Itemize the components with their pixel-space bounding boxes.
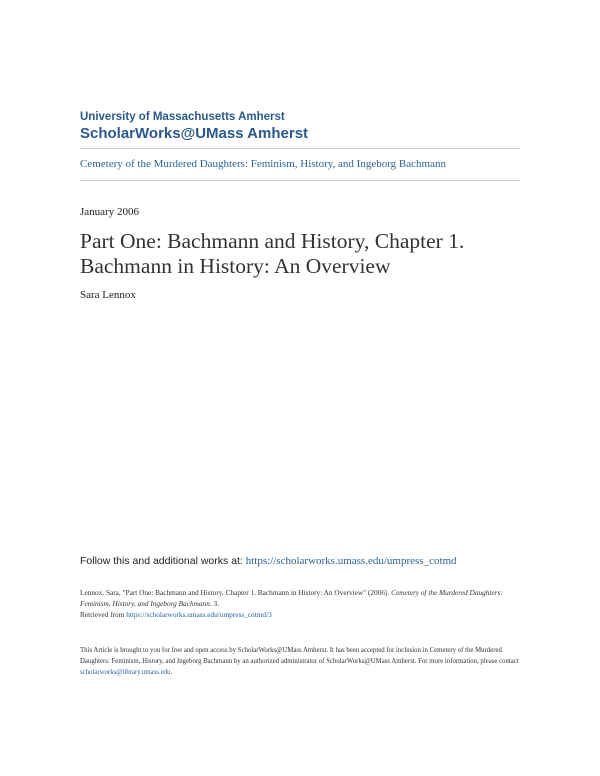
- university-name: University of Massachusetts Amherst: [80, 111, 285, 123]
- citation-block: [80, 587, 520, 620]
- top-divider: [80, 148, 520, 149]
- publication-date: January 2006: [80, 206, 139, 218]
- collection-link[interactable]: Cemetery of the Murdered Daughters: Feminism, History, and Ingeborg Bachmann: [80, 158, 446, 170]
- title-line-1: Part One: Bachmann and History, Chapter 1.: [80, 229, 465, 253]
- notice-end: .: [170, 669, 173, 676]
- bottom-divider: [80, 180, 520, 181]
- title-line-2: Bachmann in History: An Overview: [80, 254, 391, 278]
- document-title: [80, 229, 520, 279]
- citation-number: . 3.: [209, 599, 219, 608]
- notice-text: This Article is brought to you for free and open access by ScholarWorks@UMass Amherst. It has been accepted for inclusion in Cemetery of the Murdered Daughters: Feminism, History, and Ingeborg Bachmann by an authorized administrator of ScholarWorks@UMass Amherst. For more information, please contact: [80, 647, 519, 665]
- contact-email-link[interactable]: scholarworks@library.umass.edu: [80, 669, 171, 676]
- retrieved-prefix: Retrieved from: [80, 610, 127, 619]
- retrieved-link[interactable]: https://scholarworks.umass.edu/umpress_cotmd/3: [126, 610, 272, 619]
- author-name: Sara Lennox: [80, 289, 136, 301]
- follow-link[interactable]: https://scholarworks.umass.edu/umpress_cotmd: [245, 555, 457, 567]
- citation-book-title: Cemetery of the Murdered Daughters: Feminism, History, and Ingeborg Bachmann: [80, 588, 503, 608]
- follow-prefix: Follow this and additional works at:: [80, 555, 246, 567]
- follow-line: [80, 555, 520, 567]
- repository-header: [80, 110, 520, 143]
- access-notice: [80, 645, 520, 678]
- citation-text: Lennox, Sara, "Part One: Bachmann and History, Chapter 1. Bachmann in History: An Overview" (2006).: [80, 588, 392, 597]
- repository-name[interactable]: ScholarWorks@UMass Amherst: [80, 125, 309, 142]
